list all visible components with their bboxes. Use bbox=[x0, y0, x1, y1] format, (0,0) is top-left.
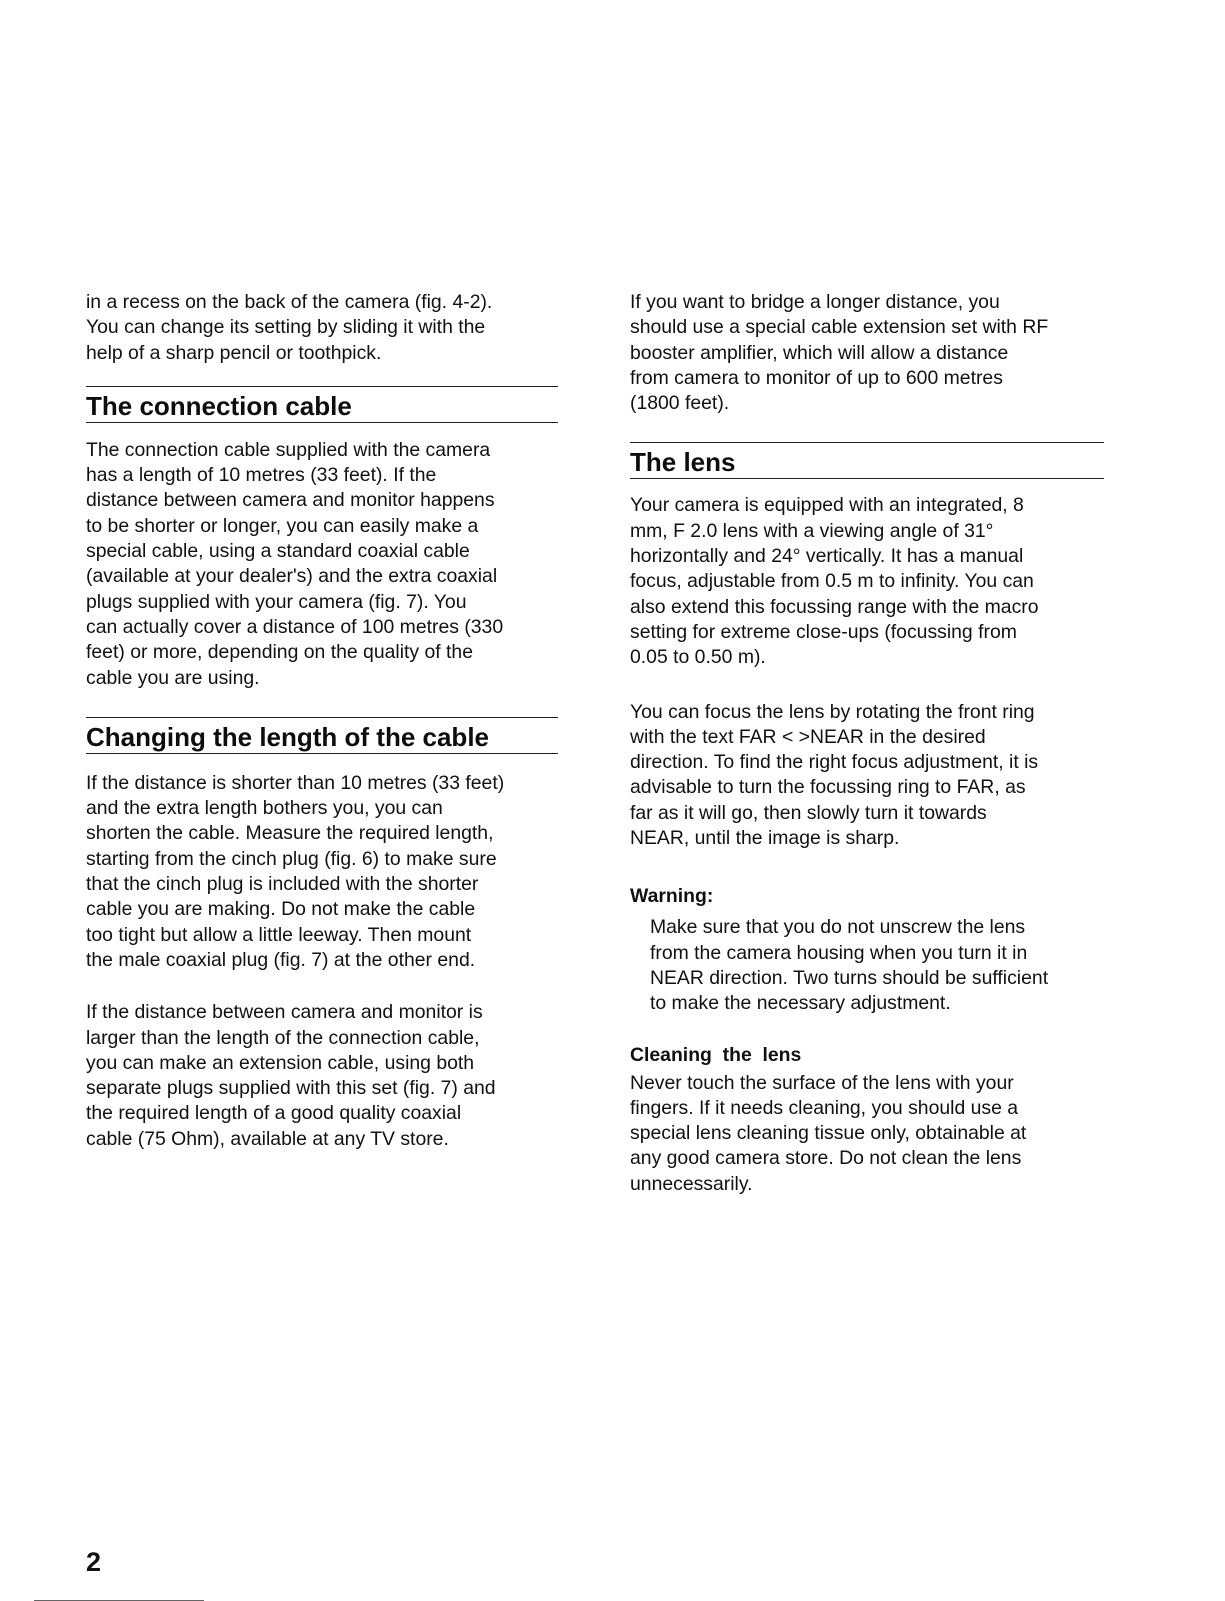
text-line: starting from the cinch plug (fig. 6) to make sure bbox=[86, 847, 497, 870]
section-connection-cable bbox=[86, 386, 558, 423]
text-line: If the distance is shorter than 10 metres (33 feet) bbox=[86, 771, 505, 794]
text-line: has a length of 10 metres (33 feet). If the bbox=[86, 464, 437, 487]
text-line: also extend this focussing range with the macro bbox=[630, 595, 1039, 618]
text-line: (1800 feet). bbox=[630, 392, 730, 415]
text-line: can actually cover a distance of 100 metres (330 bbox=[86, 615, 504, 638]
text-line: should use a special cable extension set with RF bbox=[630, 316, 1049, 339]
connection-cable-paragraph bbox=[86, 438, 558, 691]
intro-paragraph-right bbox=[630, 290, 1104, 416]
section-heading-the-lens: The lens bbox=[630, 447, 736, 478]
divider bbox=[86, 386, 558, 387]
text-line: You can focus the lens by rotating the front ring bbox=[630, 700, 1035, 723]
text-line: to be shorter or longer, you can easily make a bbox=[86, 514, 479, 537]
text-line: the male coaxial plug (fig. 7) at the other end. bbox=[86, 948, 476, 971]
text-line: from camera to monitor of up to 600 metres bbox=[630, 366, 1003, 389]
text-line: horizontally and 24° vertically. It has a manual bbox=[630, 545, 1024, 568]
section-heading-connection-cable: The connection cable bbox=[86, 390, 352, 421]
text-line: larger than the length of the connection cable, bbox=[86, 1026, 480, 1049]
text-line: You can change its setting by sliding it with the bbox=[86, 316, 486, 339]
text-line: shorten the cable. Measure the required length, bbox=[86, 822, 494, 845]
changing-length-paragraph-2 bbox=[86, 1000, 558, 1152]
left-column bbox=[86, 290, 558, 1152]
text-line: you can make an extension cable, using both bbox=[86, 1051, 475, 1074]
text-line: the required length of a good quality coaxial bbox=[86, 1102, 462, 1125]
section-changing-length bbox=[86, 717, 558, 754]
text-line: any good camera store. Do not clean the lens bbox=[630, 1147, 1022, 1170]
text-line: cable you are making. Do not make the cable bbox=[86, 898, 476, 921]
divider bbox=[630, 478, 1104, 479]
text-line: Your camera is equipped with an integrated, 8 bbox=[630, 494, 1024, 517]
text-line: NEAR direction. Two turns should be sufficient bbox=[650, 966, 1049, 989]
text-line: to make the necessary adjustment. bbox=[650, 992, 951, 1015]
text-line: If the distance between camera and monitor is bbox=[86, 1001, 483, 1024]
text-line: direction. To find the right focus adjustment, it is bbox=[630, 751, 1039, 774]
text-line: distance between camera and monitor happens bbox=[86, 489, 495, 512]
text-line: setting for extreme close-ups (focussing from bbox=[630, 620, 1017, 643]
text-line: If you want to bridge a longer distance, you bbox=[630, 291, 1000, 313]
section-the-lens bbox=[630, 442, 1104, 479]
text-line: far as it will go, then slowly turn it towards bbox=[630, 801, 987, 824]
divider bbox=[86, 422, 558, 423]
text-line: special lens cleaning tissue only, obtainable at bbox=[630, 1122, 1027, 1145]
page-number: 2 bbox=[86, 1547, 102, 1577]
text-line: cable you are using. bbox=[86, 666, 260, 689]
cleaning-label: Cleaning the lens bbox=[630, 1043, 802, 1066]
text-line: booster amplifier, which will allow a distance bbox=[630, 341, 1009, 364]
text-line: from the camera housing when you turn it in bbox=[650, 941, 1028, 964]
text-line: focus, adjustable from 0.5 m to infinity. You can bbox=[630, 570, 1034, 593]
text-line: separate plugs supplied with this set (fig. 7) and bbox=[86, 1077, 496, 1100]
text-line: Make sure that you do not unscrew the lens bbox=[650, 916, 1026, 939]
text-line: too tight but allow a little leeway. Then mount bbox=[86, 923, 472, 946]
text-line: The connection cable supplied with the camera bbox=[86, 438, 491, 461]
text-line: 0.05 to 0.50 m). bbox=[630, 646, 766, 669]
text-line: special cable, using a standard coaxial cable bbox=[86, 540, 470, 563]
text-line: that the cinch plug is included with the shorter bbox=[86, 873, 479, 896]
section-heading-changing-length: Changing the length of the cable bbox=[86, 721, 489, 752]
divider bbox=[86, 753, 558, 754]
text-line: unnecessarily. bbox=[630, 1172, 753, 1195]
lens-paragraph-1 bbox=[630, 493, 1104, 670]
text-line: plugs supplied with your camera (fig. 7). You bbox=[86, 590, 467, 613]
text-line: (available at your dealer's) and the extra coaxial bbox=[86, 565, 498, 588]
right-column bbox=[630, 290, 1104, 1197]
text-line: mm, F 2.0 lens with a viewing angle of 31° bbox=[630, 519, 994, 542]
text-line: advisable to turn the focussing ring to FAR, as bbox=[630, 776, 1026, 799]
text-line: NEAR, until the image is sharp. bbox=[630, 827, 900, 850]
text-line: Never touch the surface of the lens with your bbox=[630, 1071, 1014, 1094]
text-line: and the extra length bothers you, you can bbox=[86, 797, 443, 820]
warning-paragraph bbox=[630, 915, 1104, 1016]
changing-length-paragraph-1 bbox=[86, 771, 558, 973]
intro-paragraph-left bbox=[86, 290, 558, 366]
divider bbox=[86, 717, 558, 718]
cleaning-paragraph bbox=[630, 1071, 1104, 1197]
text-line: cable (75 Ohm), available at any TV store. bbox=[86, 1127, 449, 1150]
lens-paragraph-2 bbox=[630, 700, 1104, 852]
warning-label: Warning: bbox=[630, 885, 714, 908]
text-line: feet) or more, depending on the quality of the bbox=[86, 641, 473, 664]
text-line: with the text FAR < >NEAR in the desired bbox=[630, 725, 986, 748]
text-line: help of a sharp pencil or toothpick. bbox=[86, 341, 382, 364]
divider bbox=[630, 442, 1104, 443]
text-line: fingers. If it needs cleaning, you should use a bbox=[630, 1096, 1019, 1119]
text-line: in a recess on the back of the camera (fig. 4-2). bbox=[86, 291, 493, 313]
